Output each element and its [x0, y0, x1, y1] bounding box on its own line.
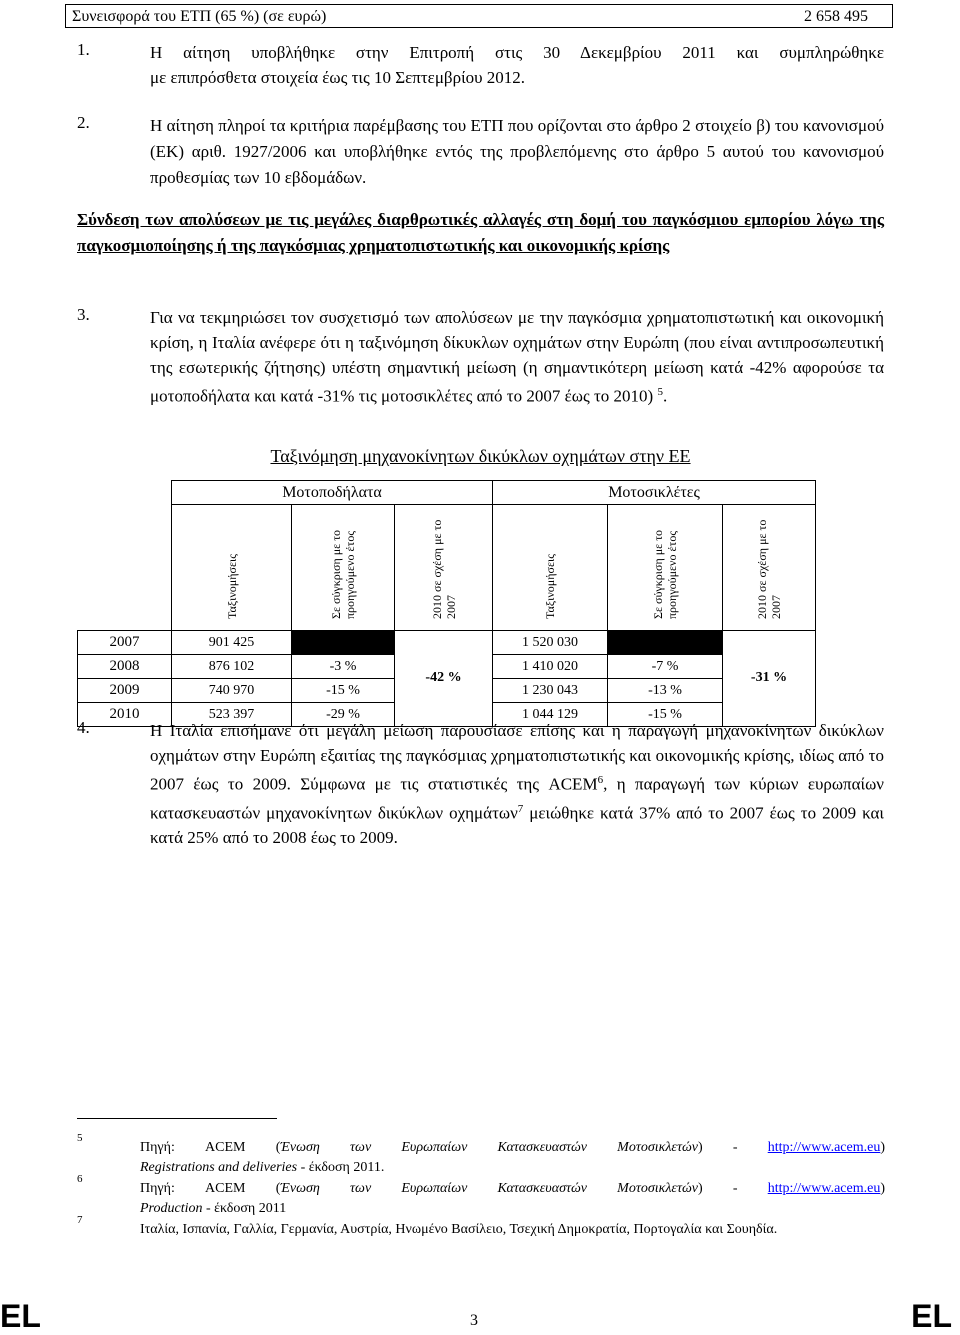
moto-registrations: 1 410 020 [493, 655, 608, 679]
footnote-7-number: 7 [77, 1214, 83, 1226]
moto-previous-empty [608, 631, 723, 655]
table-title: Ταξινόμηση μηχανοκίνητων δικύκλων οχημάτων στην ΕΕ [270, 446, 691, 466]
empty-corner [78, 481, 172, 505]
paragraph-4-part-c: μειώθηκε κατά 37% από το 2007 έως το 2009 και κατά 25% από το 2008 έως το 2009. [150, 803, 884, 848]
moto-vs-2007-top [723, 631, 816, 655]
table-row [78, 655, 816, 679]
paragraph-1-line-1: Η αίτηση υποβλήθηκε στην Επιτροπή στις 30 Δεκεμβρίου 2011 και συμπληρώθηκε [150, 43, 884, 62]
contribution-label: Συνεισφορά του ΕΤΠ (65 %) (σε ευρώ) [72, 8, 327, 25]
row-year: 2009 [78, 679, 172, 703]
paragraph-3 [150, 305, 884, 409]
registrations-table [77, 480, 816, 727]
col-header-text: Σε σύγκριση με το προηγούμενο έτος [651, 529, 679, 619]
fn5-close: ) [880, 1140, 885, 1155]
col-header-text: 2010 σε σχέση με το 2007 [429, 519, 458, 619]
moto-total-change: -31 % [723, 655, 816, 727]
paragraph-2: Η αίτηση πληροί τα κριτήρια παρέμβασης του ΕΤΠ που ορίζονται στο άρθρο 2 στοιχείο β) του κανονισμού (ΕΚ) αριθ. 1927/2006 και υποβλήθηκε εντός της προβλεπόμενης στο άρθρο 5 αυτού του κανονισμού προθεσμίας των 10 εβδομάδων. [150, 116, 884, 187]
footnote-5-number: 5 [77, 1132, 83, 1144]
section-heading: Σύνδεση των απολύσεων με τις μεγάλες διαρθρωτικές αλλαγές στη δομή του παγκόσμιου εμπορίου λόγω της παγκοσμιοποίησης ή της παγκόσμιας χρηματοπιστωτικής και οικονομικής κρίσης [77, 210, 884, 255]
paragraph-3-end: . [662, 386, 668, 406]
paragraph-3-number: 3. [77, 305, 90, 324]
moto-registrations: 1 230 043 [493, 679, 608, 703]
page-number: 3 [470, 1312, 478, 1329]
moped-previous: -3 % [292, 655, 395, 679]
col-header-text: Σε σύγκριση με το προηγούμενο έτος [329, 529, 357, 619]
col-header-text: Ταξινομήσεις [543, 554, 557, 619]
footnote-ref-5[interactable]: 5 [657, 386, 663, 398]
paragraph-2-number: 2. [77, 113, 90, 132]
paragraph-1-line-2: με επιπρόσθετα στοιχεία έως τις 10 Σεπτεμβρίου 2012. [150, 68, 526, 87]
moto-previous: -7 % [608, 655, 723, 679]
paragraph-1 [150, 40, 884, 90]
fn5-acem-name: Ένωση των Ευρωπαίων Κατασκευαστών Μοτοσικλετών [280, 1140, 698, 1155]
col-header-moto-previous [608, 505, 723, 631]
paragraph-1-number: 1. [77, 40, 90, 59]
moped-registrations: 901 425 [172, 631, 292, 655]
language-code-right: EL [911, 1298, 952, 1334]
paragraph-4-part-a: Η Ιταλία επισήμανε ότι μεγάλη μείωση παρουσίασε επίσης και η παραγωγή μηχανοκίνητων δικύκλων οχημάτων στην Ευρώπη εξαιτίας της παγκόσμιας χρηματοπιστωτικής και οικονομικής κρίσης, ιδίως από το 2007 έως το 2009. Σύμφωνα με τις στατιστικές της ACEM [150, 721, 884, 794]
language-code-left: EL [0, 1298, 41, 1334]
row-year: 2007 [78, 631, 172, 655]
fn5-edition: - έκδοση 2011. [297, 1160, 385, 1175]
moto-registrations: 1 520 030 [493, 631, 608, 655]
col-header-moto-vs-2007 [723, 505, 816, 631]
fn5-report-name: Registrations and deliveries [140, 1160, 298, 1175]
empty-corner-2 [78, 505, 172, 631]
fn5-source: Πηγή: ACEM ( [140, 1140, 281, 1155]
paragraph-4 [150, 718, 884, 850]
fn6-close: ) [880, 1181, 885, 1196]
footnote-divider [77, 1118, 277, 1119]
moped-registrations: 523 397 [172, 703, 292, 727]
contribution-value: 2 658 495 [804, 8, 868, 25]
col-header-text: Ταξινομήσεις [224, 554, 239, 619]
paragraph-4-part-b: , η παραγωγή των κύριων ευρωπαίων κατασκευαστών μηχανοκίνητων δικύκλων οχημάτων [150, 774, 884, 823]
moto-previous: -13 % [608, 679, 723, 703]
col-header-text: 2010 σε σχέση με το 2007 [755, 519, 783, 619]
moped-total-change: -42 % [395, 655, 493, 727]
moped-previous-empty [292, 631, 395, 655]
col-header-moto-registrations [493, 505, 608, 631]
paragraph-3-text: Για να τεκμηριώσει τον συσχετισμό των απολύσεων με την παγκόσμια χρηματοπιστωτική και οικονομική κρίση, η Ιταλία ανέφερε ότι η ταξινόμηση δίκυκλων οχημάτων στην Ευρώπη (που είναι αντιπροσωπευτική της εσωτερικής ζήτησης) υπέστη σημαντική μείωση (η σημαντικότερη μείωση κατά -42% αφορούσε τα μοτοποδήλατα και κατά -31% τις μοτοσικλέτες από το 2007 έως το 2010) [150, 308, 884, 406]
footnote-5 [140, 1138, 885, 1178]
fn6-link[interactable]: http://www.acem.eu [767, 1181, 881, 1196]
col-header-moped-registrations [172, 505, 292, 631]
footnote-ref-6[interactable]: 6 [597, 774, 604, 786]
row-year: 2008 [78, 655, 172, 679]
moped-registrations: 740 970 [172, 679, 292, 703]
moto-registrations: 1 044 129 [493, 703, 608, 727]
fn5-link[interactable]: http://www.acem.eu [767, 1140, 881, 1155]
group-header-motorcycles: Μοτοσικλέτες [493, 481, 816, 505]
moped-vs-2007-top [395, 631, 493, 655]
fn5-sep: ) - [697, 1140, 768, 1155]
footnote-6 [140, 1179, 885, 1219]
contribution-row [65, 4, 893, 28]
paragraph-4-number: 4. [77, 718, 90, 737]
moped-previous: -29 % [292, 703, 395, 727]
table-row [78, 631, 816, 655]
moped-previous: -15 % [292, 679, 395, 703]
moped-registrations: 876 102 [172, 655, 292, 679]
footnote-7: Ιταλία, Ισπανία, Γαλλία, Γερμανία, Αυστρία, Ηνωμένο Βασίλειο, Τσεχική Δημοκρατία, Πορτογαλία και Σουηδία. [140, 1222, 778, 1237]
fn6-report-name: Production [140, 1201, 203, 1216]
fn6-acem-name: Ένωση των Ευρωπαίων Κατασκευαστών Μοτοσικλετών [280, 1181, 698, 1196]
col-header-moped-previous [292, 505, 395, 631]
row-year: 2010 [78, 703, 172, 727]
footnote-6-number: 6 [77, 1173, 83, 1185]
group-header-mopeds: Μοτοποδήλατα [172, 481, 493, 505]
footnote-ref-7[interactable]: 7 [517, 802, 524, 815]
col-header-moped-vs-2007 [395, 505, 493, 631]
fn6-sep: ) - [697, 1181, 768, 1196]
moto-previous: -15 % [608, 703, 723, 727]
fn6-edition: - έκδοση 2011 [202, 1201, 287, 1216]
fn6-source: Πηγή: ACEM ( [140, 1181, 281, 1196]
